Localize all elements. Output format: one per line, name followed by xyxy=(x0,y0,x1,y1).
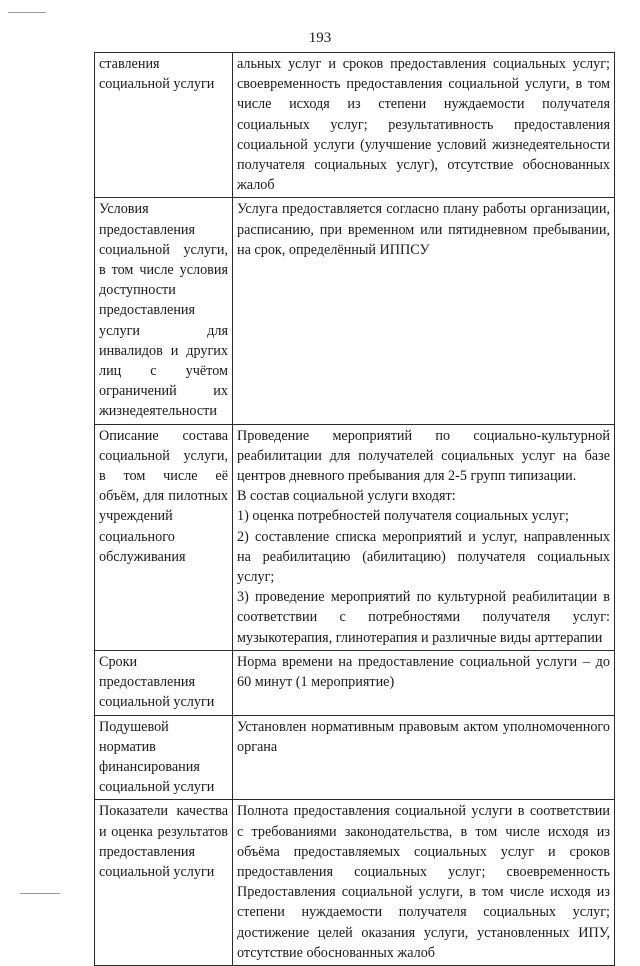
table-row xyxy=(95,424,615,650)
row-label: Описание состава социальной услуги, в том числе её объём, для пилотных учреждений социального обслуживания xyxy=(95,424,233,650)
table-row xyxy=(95,53,615,198)
description-paragraph: 1) оценка потребностей получателя социальных услуг; xyxy=(237,508,569,525)
row-label: Условия предоставления социальной услуги, в том числе условия доступности предоставления услуги для инвалидов и других лиц с учётом ограничений их жизнедеятельности xyxy=(95,198,233,424)
table-row xyxy=(95,800,615,966)
service-description-table xyxy=(94,52,615,966)
row-description xyxy=(233,198,615,424)
row-description xyxy=(233,800,615,966)
description-paragraph: В состав социальной услуги входят: xyxy=(237,488,456,505)
row-description xyxy=(233,424,615,650)
page-number: 193 xyxy=(308,30,332,46)
row-description xyxy=(233,53,615,198)
description-paragraph: 2) составление списка мероприятий и услуг, направленных на реабилитацию (абилитацию) получателя социальных услуг; xyxy=(237,528,610,586)
description-paragraph: альных услуг и сроков предоставления социальных услуг; своевременность предоставления социальной услуги, в том числе исходя из степени нуждаемости получателя социальных услуг; результативность предоставления социальной услуги (улучшение условий жизнедеятельности получателя социальных услуг), отсутствие обоснованных жалоб xyxy=(237,56,610,194)
scan-artifact-top xyxy=(8,12,46,13)
description-paragraph: 3) проведение мероприятий по культурной реабилитации в соответствии с потребностями получателя услуг: музыкотерапия, глинотерапия и различные виды арттерапии xyxy=(237,589,610,646)
row-description xyxy=(233,650,615,715)
table-row xyxy=(95,650,615,715)
table-row xyxy=(95,198,615,424)
row-description xyxy=(233,715,615,800)
row-label: Сроки предоставления социальной услуги xyxy=(95,650,233,715)
description-paragraph: Проведение мероприятий по социально-культурной реабилитации для получателей социальных услуг на базе центров дневного пребывания для 2-5 групп типизации. xyxy=(237,427,610,485)
table-row xyxy=(95,715,615,800)
description-paragraph: Установлен нормативным правовым актом уполномоченного органа xyxy=(237,718,610,755)
description-paragraph: Полнота предоставления социальной услуги в соответствии с требованиями законодательства, в том числе исходя из объёма предоставляемых социальных услуг и сроков предоставления социальных услуг; своевременность Предоставления социальной услуги, в том числе исходя из степени нуждаемости получателя социальных услуг; достижение целей оказания услуги, установленных ИПУ, отсутствие обоснованных жалоб xyxy=(237,803,610,961)
description-paragraph: Норма времени на предоставление социальной услуги – до 60 минут (1 мероприятие) xyxy=(237,653,610,691)
row-label: Подушевой норматив финансирования социальной услуги xyxy=(95,715,233,800)
description-paragraph: Услуга предоставляется согласно плану работы организации, расписанию, при временном или пятидневном пребывании, на срок, определённый ИППСУ xyxy=(237,201,610,258)
scan-artifact-bottom xyxy=(20,893,60,894)
row-label: ставления социальной услуги xyxy=(95,53,233,198)
row-label: Показатели качества и оценка результатов предоставления социальной услуги xyxy=(95,800,233,966)
